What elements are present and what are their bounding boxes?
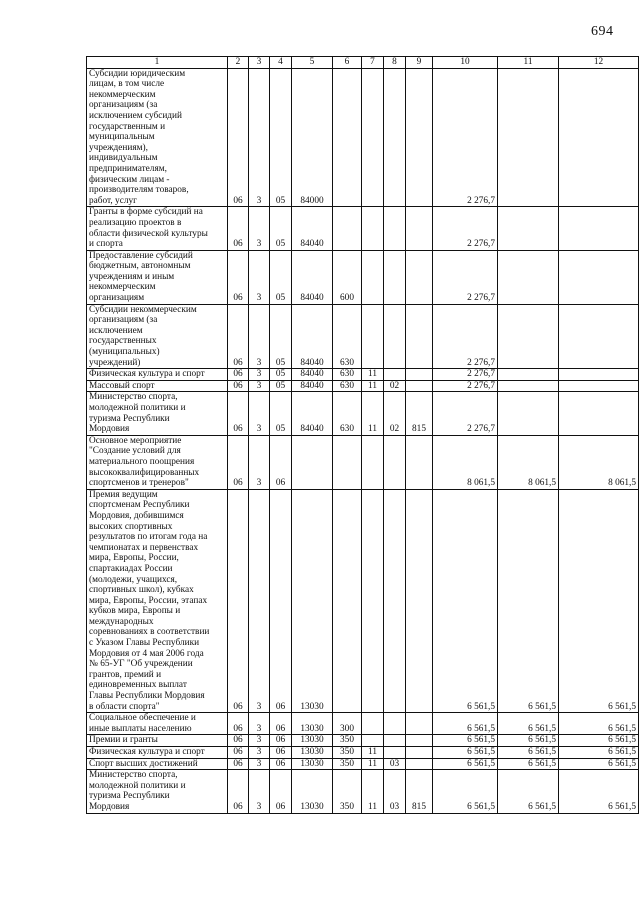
column-header-11: 11 — [498, 57, 559, 69]
amount-year-1-cell: 6 561,5 — [433, 747, 498, 759]
amount-year-2-cell: 6 561,5 — [498, 758, 559, 770]
row-name-cell: Субсидии некоммерческим организациям (за исключением государственных (муниципальных) учреждений) — [87, 304, 228, 369]
table-row — [87, 713, 639, 735]
amount-year-2-cell — [498, 392, 559, 435]
col-3-code-cell: 3 — [249, 435, 270, 489]
section-code-cell — [362, 207, 384, 250]
column-header-6: 6 — [333, 57, 362, 69]
col-4-code-cell: 06 — [270, 735, 292, 747]
expense-type-code-cell: 630 — [333, 304, 362, 369]
col-3-code-cell: 3 — [249, 758, 270, 770]
expense-type-code-cell: 630 — [333, 392, 362, 435]
amount-year-3-cell: 8 061,5 — [559, 435, 639, 489]
col-2-code-cell: 06 — [228, 713, 249, 735]
amount-year-3-cell: 6 561,5 — [559, 747, 639, 759]
amount-year-3-cell — [559, 207, 639, 250]
amount-year-3-cell — [559, 68, 639, 207]
ministry-code-cell — [406, 207, 433, 250]
table-row — [87, 747, 639, 759]
col-3-code-cell: 3 — [249, 770, 270, 813]
row-name-cell: Субсидии юридическим лицам, в том числе некоммерческим организациям (за исключением субсидий государственным и муниципальным учреждениям), индивидуальным предпринимателям, физическим лицам - производителям товаров, работ, услуг — [87, 68, 228, 207]
col-4-code-cell: 06 — [270, 747, 292, 759]
row-name-cell: Министерство спорта, молодежной политики и туризма Республики Мордовия — [87, 392, 228, 435]
amount-year-1-cell: 8 061,5 — [433, 435, 498, 489]
col-2-code-cell: 06 — [228, 747, 249, 759]
col-3-code-cell: 3 — [249, 489, 270, 712]
col-3-code-cell: 3 — [249, 250, 270, 304]
subsection-code-cell — [384, 250, 406, 304]
ministry-code-cell — [406, 68, 433, 207]
target-item-code-cell: 84040 — [292, 392, 333, 435]
expense-type-code-cell: 300 — [333, 713, 362, 735]
section-code-cell — [362, 713, 384, 735]
col-3-code-cell: 3 — [249, 68, 270, 207]
expense-type-code-cell — [333, 435, 362, 489]
amount-year-3-cell — [559, 250, 639, 304]
amount-year-2-cell — [498, 380, 559, 392]
amount-year-1-cell: 2 276,7 — [433, 68, 498, 207]
amount-year-1-cell: 2 276,7 — [433, 369, 498, 381]
amount-year-2-cell — [498, 250, 559, 304]
column-header-4: 4 — [270, 57, 292, 69]
section-code-cell: 11 — [362, 380, 384, 392]
table-row — [87, 735, 639, 747]
subsection-code-cell — [384, 207, 406, 250]
expense-type-code-cell: 350 — [333, 758, 362, 770]
ministry-code-cell — [406, 304, 433, 369]
target-item-code-cell: 13030 — [292, 489, 333, 712]
column-header-1: 1 — [87, 57, 228, 69]
section-code-cell: 11 — [362, 770, 384, 813]
amount-year-2-cell — [498, 68, 559, 207]
target-item-code-cell: 13030 — [292, 747, 333, 759]
row-name-cell: Основное мероприятие "Создание условий для материального поощрения высококвалифицированных спортсменов и тренеров" — [87, 435, 228, 489]
target-item-code-cell: 84040 — [292, 304, 333, 369]
row-name-cell: Спорт высших достижений — [87, 758, 228, 770]
target-item-code-cell: 13030 — [292, 770, 333, 813]
subsection-code-cell: 03 — [384, 758, 406, 770]
amount-year-2-cell: 6 561,5 — [498, 713, 559, 735]
amount-year-1-cell: 6 561,5 — [433, 489, 498, 712]
ministry-code-cell: 815 — [406, 770, 433, 813]
ministry-code-cell — [406, 713, 433, 735]
table-row — [87, 758, 639, 770]
amount-year-1-cell: 2 276,7 — [433, 392, 498, 435]
section-code-cell — [362, 435, 384, 489]
subsection-code-cell — [384, 489, 406, 712]
table-row — [87, 250, 639, 304]
amount-year-3-cell: 6 561,5 — [559, 735, 639, 747]
col-2-code-cell: 06 — [228, 369, 249, 381]
subsection-code-cell — [384, 713, 406, 735]
col-2-code-cell: 06 — [228, 489, 249, 712]
ministry-code-cell — [406, 489, 433, 712]
col-4-code-cell: 06 — [270, 758, 292, 770]
table-row — [87, 392, 639, 435]
row-name-cell: Массовый спорт — [87, 380, 228, 392]
col-2-code-cell: 06 — [228, 304, 249, 369]
subsection-code-cell: 02 — [384, 392, 406, 435]
col-4-code-cell: 05 — [270, 392, 292, 435]
amount-year-3-cell: 6 561,5 — [559, 758, 639, 770]
col-4-code-cell: 06 — [270, 770, 292, 813]
subsection-code-cell — [384, 304, 406, 369]
row-name-cell: Предоставление субсидий бюджетным, автономным учреждениям и иным некоммерческим организациям — [87, 250, 228, 304]
col-4-code-cell: 05 — [270, 250, 292, 304]
ministry-code-cell — [406, 747, 433, 759]
amount-year-2-cell — [498, 369, 559, 381]
column-header-7: 7 — [362, 57, 384, 69]
budget-table — [86, 56, 639, 814]
col-2-code-cell: 06 — [228, 207, 249, 250]
amount-year-3-cell — [559, 304, 639, 369]
amount-year-1-cell: 2 276,7 — [433, 304, 498, 369]
amount-year-1-cell: 2 276,7 — [433, 250, 498, 304]
amount-year-3-cell — [559, 392, 639, 435]
ministry-code-cell — [406, 435, 433, 489]
row-name-cell: Социальное обеспечение и иные выплаты населению — [87, 713, 228, 735]
col-3-code-cell: 3 — [249, 380, 270, 392]
amount-year-3-cell — [559, 369, 639, 381]
col-3-code-cell: 3 — [249, 747, 270, 759]
expense-type-code-cell: 600 — [333, 250, 362, 304]
amount-year-3-cell — [559, 380, 639, 392]
target-item-code-cell — [292, 435, 333, 489]
column-header-2: 2 — [228, 57, 249, 69]
col-3-code-cell: 3 — [249, 392, 270, 435]
table-row — [87, 489, 639, 712]
column-header-8: 8 — [384, 57, 406, 69]
expense-type-code-cell: 350 — [333, 735, 362, 747]
subsection-code-cell — [384, 735, 406, 747]
row-name-cell: Премия ведущим спортсменам Республики Мордовия, добившимся высоких спортивных результатов по итогам года на чемпионатах и первенствах мира, Европы, России, спартакиадах России (молодежи, учащихся, спортивных школ), кубках мира, Европы, России, этапах кубков мира, Европы и международных соревнованиях в соответствии с Указом Главы Республики Мордовия от 4 мая 2006 года № 65-УГ "Об учреждении грантов, премий и единовременных выплат Главы Республики Мордовия в области спорта" — [87, 489, 228, 712]
col-4-code-cell: 05 — [270, 68, 292, 207]
table-row — [87, 68, 639, 207]
col-3-code-cell: 3 — [249, 735, 270, 747]
amount-year-1-cell: 2 276,7 — [433, 380, 498, 392]
subsection-code-cell — [384, 68, 406, 207]
expense-type-code-cell: 630 — [333, 380, 362, 392]
amount-year-3-cell: 6 561,5 — [559, 713, 639, 735]
amount-year-1-cell: 6 561,5 — [433, 735, 498, 747]
col-4-code-cell: 05 — [270, 207, 292, 250]
header-row — [87, 57, 639, 69]
row-name-cell: Гранты в форме субсидий на реализацию проектов в области физической культуры и спорта — [87, 207, 228, 250]
section-code-cell: 11 — [362, 369, 384, 381]
section-code-cell: 11 — [362, 392, 384, 435]
target-item-code-cell: 84040 — [292, 250, 333, 304]
subsection-code-cell — [384, 747, 406, 759]
subsection-code-cell: 03 — [384, 770, 406, 813]
section-code-cell — [362, 489, 384, 712]
col-4-code-cell: 05 — [270, 304, 292, 369]
col-4-code-cell: 06 — [270, 489, 292, 712]
col-3-code-cell: 3 — [249, 207, 270, 250]
col-2-code-cell: 06 — [228, 380, 249, 392]
amount-year-1-cell: 2 276,7 — [433, 207, 498, 250]
row-name-cell: Министерство спорта, молодежной политики и туризма Республики Мордовия — [87, 770, 228, 813]
expense-type-code-cell: 630 — [333, 369, 362, 381]
amount-year-2-cell: 6 561,5 — [498, 747, 559, 759]
amount-year-2-cell — [498, 304, 559, 369]
expense-type-code-cell: 350 — [333, 770, 362, 813]
amount-year-2-cell: 6 561,5 — [498, 735, 559, 747]
expense-type-code-cell — [333, 207, 362, 250]
col-4-code-cell: 06 — [270, 713, 292, 735]
target-item-code-cell: 84040 — [292, 207, 333, 250]
page-number: 694 — [591, 24, 614, 39]
ministry-code-cell — [406, 380, 433, 392]
col-2-code-cell: 06 — [228, 770, 249, 813]
table-row — [87, 770, 639, 813]
amount-year-3-cell: 6 561,5 — [559, 770, 639, 813]
column-header-9: 9 — [406, 57, 433, 69]
target-item-code-cell: 84040 — [292, 369, 333, 381]
table-row — [87, 207, 639, 250]
expense-type-code-cell — [333, 68, 362, 207]
row-name-cell: Физическая культура и спорт — [87, 747, 228, 759]
amount-year-2-cell: 6 561,5 — [498, 489, 559, 712]
target-item-code-cell: 13030 — [292, 758, 333, 770]
col-4-code-cell: 05 — [270, 380, 292, 392]
col-3-code-cell: 3 — [249, 713, 270, 735]
col-4-code-cell: 06 — [270, 435, 292, 489]
ministry-code-cell — [406, 735, 433, 747]
subsection-code-cell — [384, 369, 406, 381]
table-row — [87, 304, 639, 369]
col-2-code-cell: 06 — [228, 758, 249, 770]
section-code-cell: 11 — [362, 758, 384, 770]
col-2-code-cell: 06 — [228, 435, 249, 489]
table-body — [87, 68, 639, 813]
column-header-3: 3 — [249, 57, 270, 69]
expense-type-code-cell — [333, 489, 362, 712]
table-row — [87, 369, 639, 381]
col-3-code-cell: 3 — [249, 369, 270, 381]
col-3-code-cell: 3 — [249, 304, 270, 369]
amount-year-1-cell: 6 561,5 — [433, 758, 498, 770]
section-code-cell — [362, 304, 384, 369]
col-2-code-cell: 06 — [228, 735, 249, 747]
table-row — [87, 435, 639, 489]
expense-type-code-cell: 350 — [333, 747, 362, 759]
target-item-code-cell: 13030 — [292, 735, 333, 747]
section-code-cell — [362, 250, 384, 304]
column-header-10: 10 — [433, 57, 498, 69]
table-header — [87, 57, 639, 69]
amount-year-2-cell: 8 061,5 — [498, 435, 559, 489]
ministry-code-cell — [406, 758, 433, 770]
col-2-code-cell: 06 — [228, 392, 249, 435]
row-name-cell: Физическая культура и спорт — [87, 369, 228, 381]
amount-year-2-cell: 6 561,5 — [498, 770, 559, 813]
col-2-code-cell: 06 — [228, 250, 249, 304]
ministry-code-cell — [406, 250, 433, 304]
subsection-code-cell: 02 — [384, 380, 406, 392]
target-item-code-cell: 84000 — [292, 68, 333, 207]
target-item-code-cell: 13030 — [292, 713, 333, 735]
amount-year-2-cell — [498, 207, 559, 250]
section-code-cell: 11 — [362, 747, 384, 759]
amount-year-3-cell: 6 561,5 — [559, 489, 639, 712]
col-4-code-cell: 05 — [270, 369, 292, 381]
column-header-12: 12 — [559, 57, 639, 69]
ministry-code-cell: 815 — [406, 392, 433, 435]
amount-year-1-cell: 6 561,5 — [433, 770, 498, 813]
section-code-cell — [362, 735, 384, 747]
amount-year-1-cell: 6 561,5 — [433, 713, 498, 735]
table-row — [87, 380, 639, 392]
target-item-code-cell: 84040 — [292, 380, 333, 392]
column-header-5: 5 — [292, 57, 333, 69]
ministry-code-cell — [406, 369, 433, 381]
col-2-code-cell: 06 — [228, 68, 249, 207]
subsection-code-cell — [384, 435, 406, 489]
section-code-cell — [362, 68, 384, 207]
row-name-cell: Премии и гранты — [87, 735, 228, 747]
